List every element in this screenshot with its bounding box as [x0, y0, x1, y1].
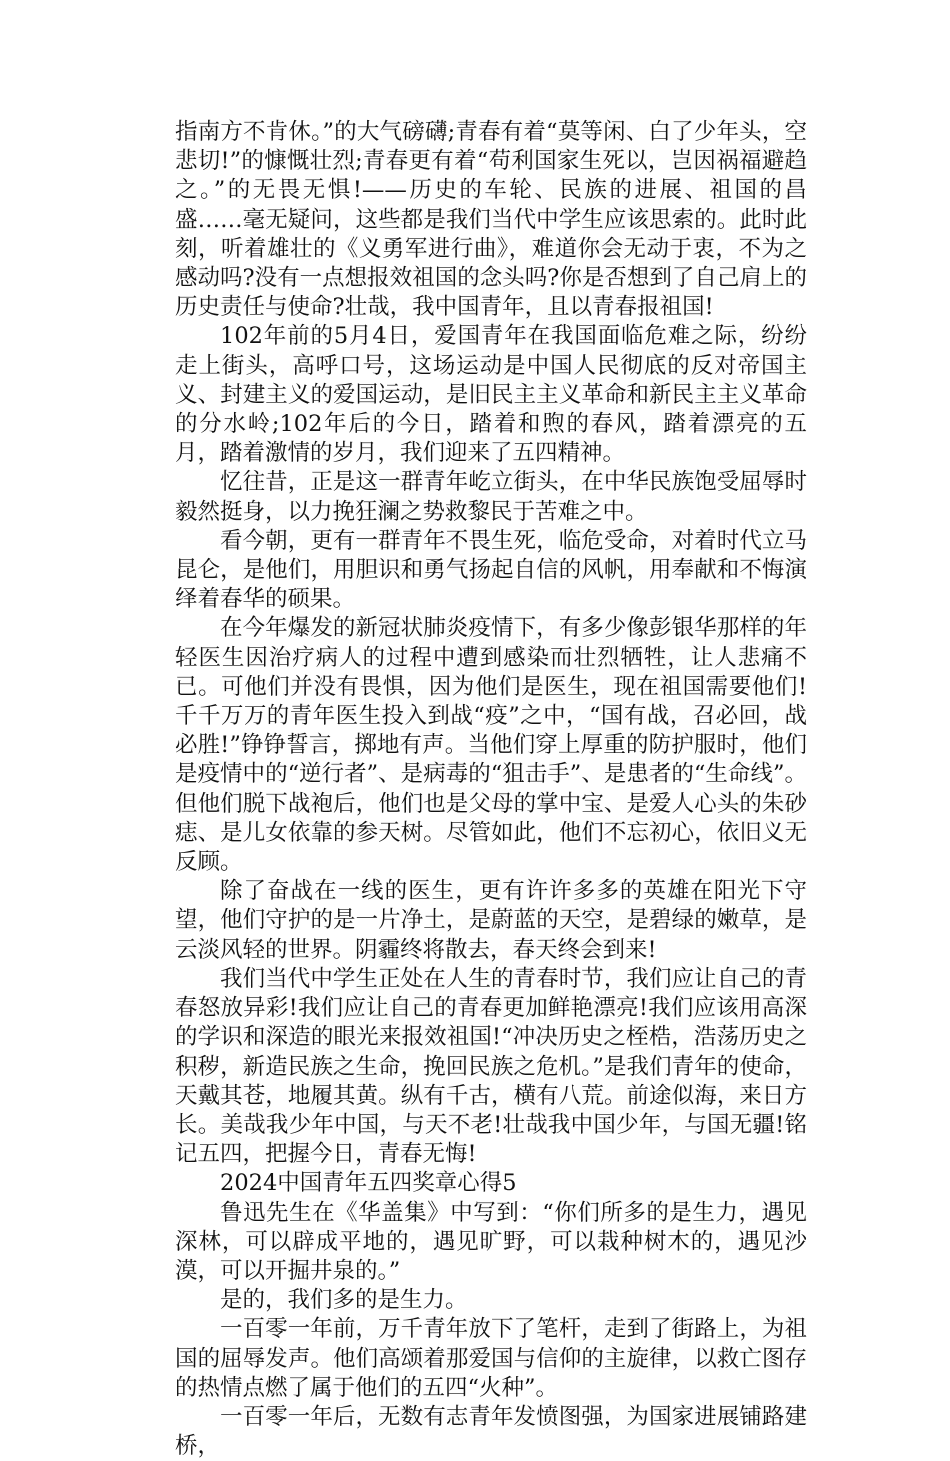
paragraph-1: 指南方不肯休。”的大气磅礴;青春有着“莫等闲、白了少年头，空悲切!”的慷慨壮烈;青春更有着“苟利国家生死以，岂因祸福避趋之。”的无畏无惧!——历史的车轮、民族的进展、祖国的昌盛……毫无疑问，这些都是我们当代中学生应该思索的。此时此刻，听着雄壮的《义勇军进行曲》，难道你会无动于衷，不为之感动吗?没有一点想报效祖国的念头吗?你是否想到了自己肩上的历史责任与使命?壮哉，我中国青年，且以青春报祖国!	[175, 119, 807, 321]
paragraph-4: 看今朝，更有一群青年不畏生死，临危受命，对着时代立马昆仑，是他们，用胆识和勇气扬起自信的风帆，用奉献和不悔演绎着春华的硕果。	[175, 527, 807, 613]
section-heading: 2024中国青年五四奖章心得5	[220, 1170, 517, 1197]
paragraph-3: 忆往昔，正是这一群青年屹立街头，在中华民族饱受屈辱时毅然挺身，以力挽狂澜之势救黎民于苦难之中。	[175, 469, 807, 525]
paragraph-7: 我们当代中学生正处在人生的青春时节，我们应让自己的青春怒放异彩!我们应让自己的青春更加鲜艳漂亮!我们应该用高深的学识和深造的眼光来报效祖国!“冲决历史之桎梏，浩荡历史之积秽，新造民族之生命，挽回民族之危机。”是我们青年的使命，天戴其苍，地履其黄。纵有千古，横有八荒。前途似海，来日方长。美哉我少年中国，与天不老!壮哉我中国少年，与国无疆!铭记五四，把握今日，青春无悔!	[175, 965, 807, 1168]
paragraph-2: 102年前的5月4日，爱国青年在我国面临危难之际，纷纷走上街头，高呼口号，这场运动是中国人民彻底的反对帝国主义、封建主义的爱国运动，是旧民主主义革命和新民主主义革命的分水岭;102年后的今日，踏着和煦的春风，踏着漂亮的五月，踏着激情的岁月，我们迎来了五四精神。	[175, 323, 807, 467]
paragraph-6: 除了奋战在一线的医生，更有许许多多的英雄在阳光下守望，他们守护的是一片净土，是蔚蓝的天空，是碧绿的嫩草，是云淡风轻的世界。阴霾终将散去，春天终会到来!	[175, 878, 807, 963]
paragraph-10: 是的，我们多的是生力。	[220, 1287, 468, 1314]
document-body	[175, 118, 807, 1461]
paragraph-11: 一百零一年前，万千青年放下了笔杆，走到了街路上，为祖国的屈辱发声。他们高颂着那爱国与信仰的主旋律，以救亡图存的热情点燃了属于他们的五四“火种”。	[175, 1316, 807, 1401]
paragraph-9: 鲁迅先生在《华盖集》中写到：“你们所多的是生力，遇见深林，可以辟成平地的，遇见旷野，可以栽种树木的，遇见沙漠，可以开掘井泉的。”	[175, 1199, 807, 1284]
paragraph-12: 一百零一年后，无数有志青年发愤图强，为国家进展铺路建桥，	[175, 1403, 807, 1460]
paragraph-5: 在今年爆发的新冠状肺炎疫情下，有多少像彭银华那样的年轻医生因治疗病人的过程中遭到感染而壮烈牺牲，让人悲痛不已。可他们并没有畏惧，因为他们是医生，现在祖国需要他们!千千万万的青年医生投入到战“疫”之中，“国有战，召必回，战必胜!”铮铮誓言，掷地有声。当他们穿上厚重的防护服时，他们是疫情中的“逆行者”、是病毒的“狙击手”、是患者的“生命线”。但他们脱下战袍后，他们也是父母的掌中宝、是爱人心头的朱砂痣、是儿女依靠的参天树。尽管如此，他们不忘初心，依旧义无反顾。	[175, 615, 807, 876]
